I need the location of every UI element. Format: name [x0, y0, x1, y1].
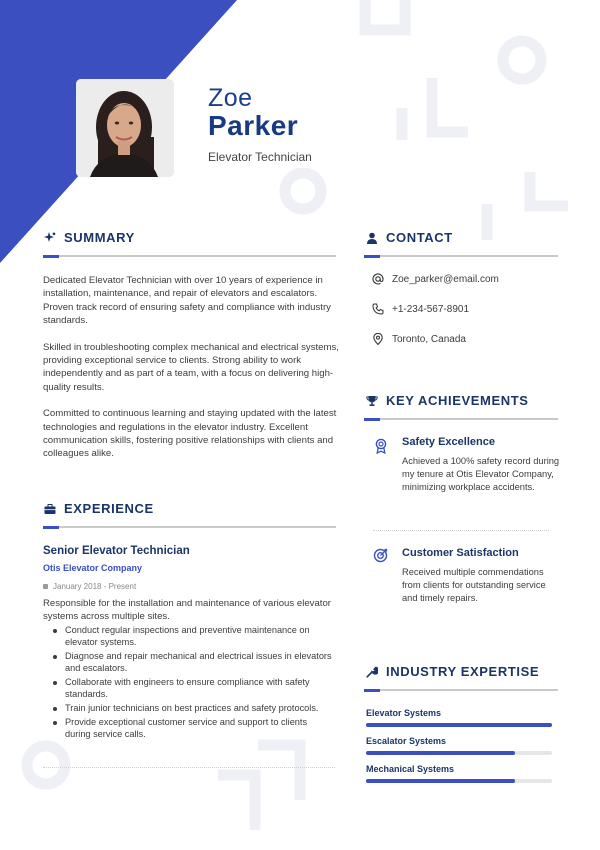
contact-phone-text: +1-234-567-8901 [392, 303, 470, 315]
skill-bar-track [366, 723, 552, 727]
list-item: Provide exceptional customer service and support to clients during service calls. [53, 717, 333, 741]
expertise-heading-text: INDUSTRY EXPERTISE [386, 664, 540, 679]
contact-email-text: Zoe_parker@email.com [392, 273, 499, 285]
profile-photo [76, 79, 174, 177]
summary-paragraph: Dedicated Elevator Technician with over 10 years of experience in installation, maintenance, and repair of elevators and escalators. Proven track record of ensuring safety and compliance with industry standards. [43, 275, 331, 327]
skill-bar-track [366, 779, 552, 783]
summary-heading [44, 230, 135, 245]
phone-icon [372, 303, 384, 315]
experience-dates [43, 582, 136, 591]
list-item: Conduct regular inspections and preventive maintenance on elevator systems. [53, 625, 333, 649]
briefcase-icon [44, 503, 56, 515]
skill-bar-fill [366, 751, 515, 755]
job-title: Elevator Technician [208, 150, 312, 164]
experience-description: Responsible for the installation and maintenance of various elevator systems across multiple sites. [43, 598, 331, 622]
contact-heading-rule [364, 255, 558, 257]
sparkle-icon [44, 232, 56, 244]
contact-location-text: Toronto, Canada [392, 333, 466, 345]
contact-email[interactable] [372, 273, 499, 285]
skill-label: Escalator Systems [366, 736, 447, 746]
contact-phone[interactable] [372, 303, 469, 315]
achievement-description: Achieved a 100% safety record during my tenure at Otis Elevator Company, minimizing workplace accidents. [402, 456, 560, 492]
summary-heading-rule [43, 255, 336, 257]
skill-label: Elevator Systems [366, 708, 442, 718]
achievement-description: Received multiple commendations from clients for outstanding service and timely repairs. [402, 567, 546, 603]
list-item: Collaborate with engineers to ensure compliance with safety standards. [53, 677, 333, 701]
summary-paragraph: Skilled in troubleshooting complex mechanical and electrical systems, providing exceptional service to clients. Strong ability to work independently and as part of a team, with a focus on delivering high-quality results. [43, 341, 339, 393]
at-sign-icon [372, 273, 384, 285]
experience-role: Senior Elevator Technician [43, 545, 190, 557]
achievements-heading-rule [364, 418, 558, 420]
experience-bullet-list [53, 625, 333, 743]
summary-body [43, 274, 339, 474]
expertise-heading-rule [364, 689, 558, 691]
contact-heading [366, 230, 453, 245]
map-pin-icon [372, 333, 384, 345]
target-icon [373, 547, 389, 563]
first-name: Zoe [208, 84, 253, 112]
skill-bar-fill [366, 723, 552, 727]
summary-paragraph: Committed to continuous learning and staying updated with the latest technologies and regulations in the elevator industry. Excellent communication skills, fostering positive relationships with clients and colleagues alike. [43, 408, 337, 460]
experience-heading [44, 501, 154, 516]
contact-location [372, 333, 466, 345]
list-item: Train junior technicians on best practices and safety protocols. [53, 703, 333, 715]
skill-bar-fill [366, 779, 515, 783]
experience-heading-text: EXPERIENCE [64, 501, 154, 516]
achievement-title: Customer Satisfaction [402, 547, 519, 559]
achievement-title: Safety Excellence [402, 436, 495, 448]
wrench-icon [366, 666, 378, 678]
skill-bar-track [366, 751, 552, 755]
trophy-icon [366, 395, 378, 407]
skill-label: Mechanical Systems [366, 764, 455, 774]
experience-company: Otis Elevator Company [43, 563, 143, 573]
experience-heading-rule [43, 526, 336, 528]
contact-heading-text: CONTACT [386, 230, 453, 245]
summary-heading-text: SUMMARY [64, 230, 135, 245]
achievements-heading-text: KEY ACHIEVEMENTS [386, 393, 529, 408]
experience-divider [43, 767, 335, 768]
award-ribbon-icon [373, 438, 389, 454]
achievements-heading [366, 393, 529, 408]
achievement-divider [373, 530, 549, 531]
last-name: Parker [208, 110, 299, 141]
expertise-heading [366, 664, 539, 679]
calendar-icon [43, 584, 48, 589]
list-item: Diagnose and repair mechanical and electrical issues in elevators and escalators. [53, 651, 333, 675]
person-icon [366, 232, 378, 244]
experience-dates-text: January 2018 - Present [53, 582, 137, 591]
